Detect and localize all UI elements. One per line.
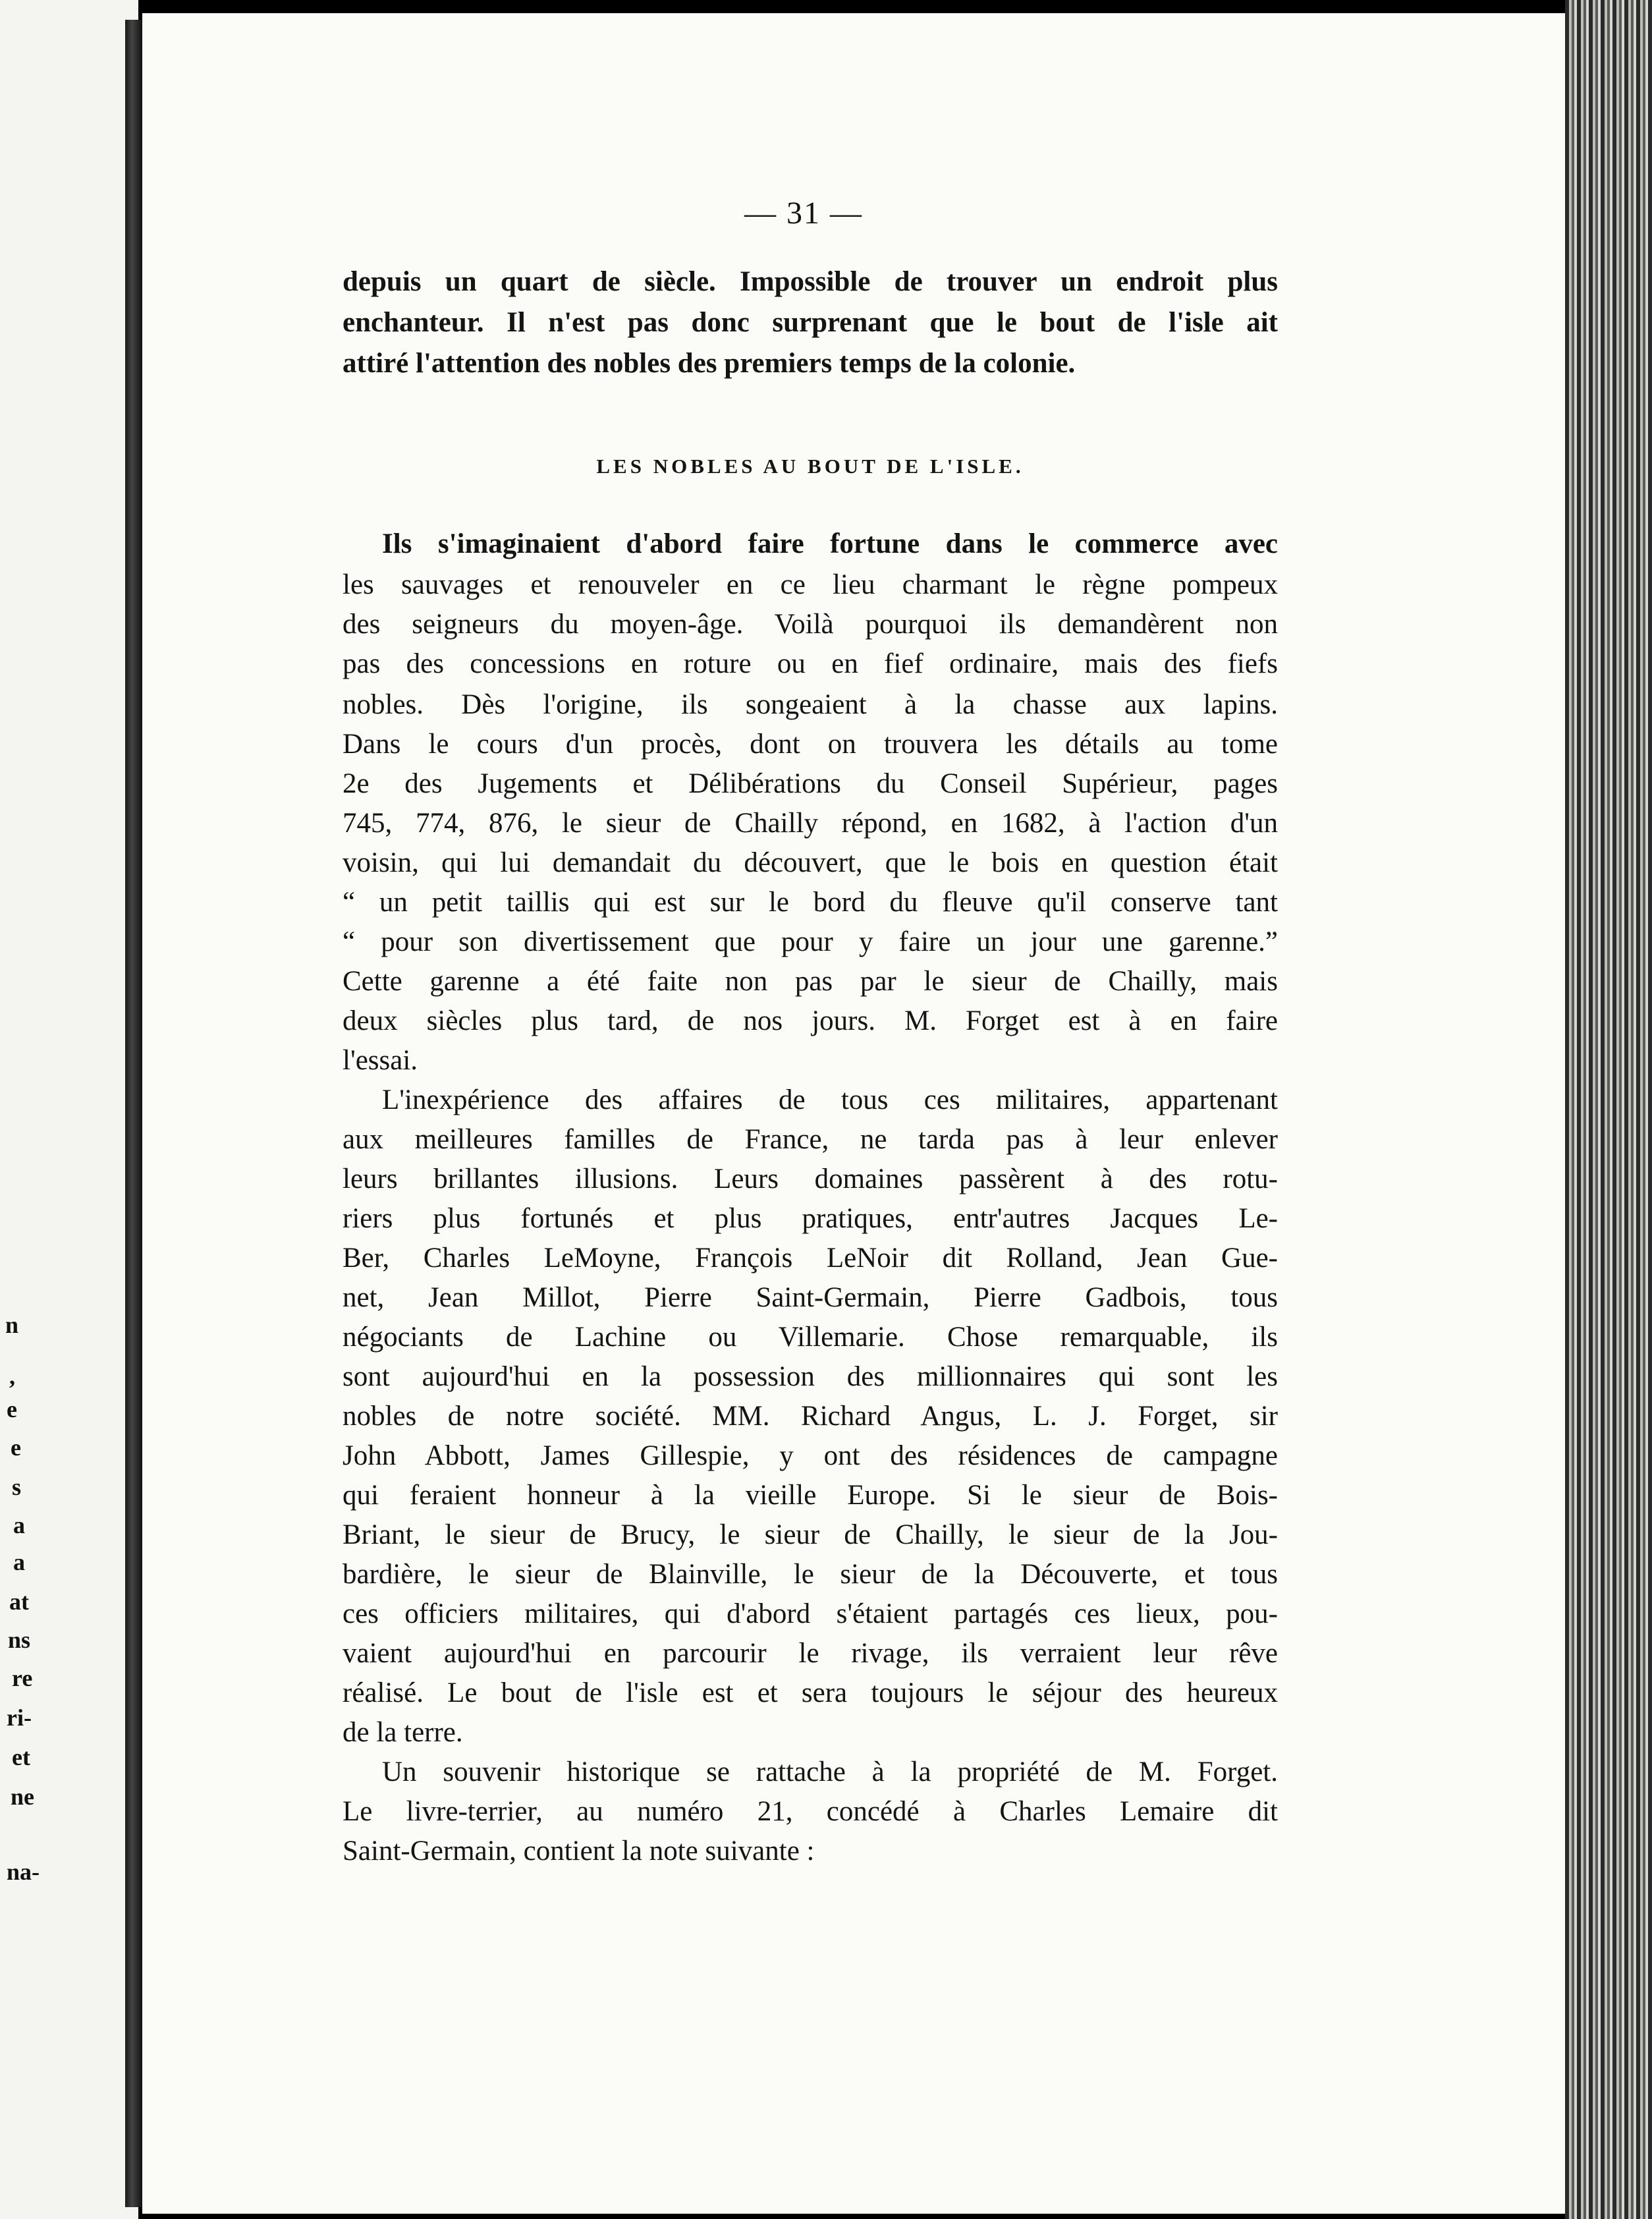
left-page-text: a <box>13 1549 25 1575</box>
text-line: enchanteur. Il n'est pas donc surprenant que le bout de l'isle ait <box>343 307 1278 338</box>
book-gutter <box>125 20 142 2207</box>
text-line: pas des concessions en roture ou en fief ordinaire, mais des fiefs <box>343 648 1278 679</box>
text-line: Ils s'imaginaient d'abord faire fortune dans le commerce avec <box>382 528 1278 559</box>
text-line: sont aujourd'hui en la possession des millionnaires qui sont les <box>343 1361 1278 1392</box>
text-line: Ber, Charles LeMoyne, François LeNoir dit Rolland, Jean Gue- <box>343 1243 1278 1274</box>
text-line: Cette garenne a été faite non pas par le sieur de Chailly, mais <box>343 966 1278 997</box>
text-line: bardière, le sieur de Blainville, le sieur de la Découverte, et tous <box>343 1559 1278 1590</box>
left-page-text: ri- <box>7 1704 32 1731</box>
left-page-text: , <box>9 1363 15 1390</box>
text-line: depuis un quart de siècle. Impossible de trouver un endroit plus <box>343 266 1278 297</box>
text-line: l'essai. <box>343 1045 418 1076</box>
section-heading: LES NOBLES AU BOUT DE L'ISLE. <box>596 455 1024 478</box>
book-page <box>142 13 1565 2214</box>
left-page-text: a <box>13 1512 25 1538</box>
text-line: aux meilleures familles de France, ne tarda pas à leur enlever <box>343 1124 1278 1155</box>
left-page-text: at <box>9 1588 29 1615</box>
text-line: ces officiers militaires, qui d'abord s'étaient partagés ces lieux, pou- <box>343 1598 1278 1629</box>
text-line: net, Jean Millot, Pierre Saint-Germain, Pierre Gadbois, tous <box>343 1282 1278 1313</box>
text-line: voisin, qui lui demandait du découvert, que le bois en question était <box>343 847 1278 878</box>
left-page-text: e <box>11 1434 21 1461</box>
text-line: négociants de Lachine ou Villemarie. Chose remarquable, ils <box>343 1322 1278 1353</box>
text-line: riers plus fortunés et plus pratiques, entr'autres Jacques Le- <box>343 1203 1278 1234</box>
text-line: 2e des Jugements et Délibérations du Conseil Supérieur, pages <box>343 768 1278 799</box>
page-number: — 31 — <box>744 196 863 231</box>
text-line: leurs brillantes illusions. Leurs domaines passèrent à des rotu- <box>343 1164 1278 1194</box>
text-line: 745, 774, 876, le sieur de Chailly répond, en 1682, à l'action d'un <box>343 808 1278 839</box>
left-page-fragment <box>0 0 138 2219</box>
text-line: deux siècles plus tard, de nos jours. M. Forget est à en faire <box>343 1005 1278 1036</box>
text-line: les sauvages et renouveler en ce lieu charmant le règne pompeux <box>343 569 1278 600</box>
text-line: vaient aujourd'hui en parcourir le rivage, ils verraient leur rêve <box>343 1638 1278 1669</box>
text-line: Saint-Germain, contient la note suivante : <box>343 1836 815 1867</box>
text-line: Dans le cours d'un procès, dont on trouvera les détails au tome <box>343 729 1278 760</box>
text-line: attiré l'attention des nobles des premiers temps de la colonie. <box>343 348 1076 379</box>
text-line: de la terre. <box>343 1717 463 1748</box>
left-page-text: ne <box>11 1784 34 1810</box>
text-line: L'inexpérience des affaires de tous ces militaires, appartenant <box>382 1084 1278 1115</box>
text-line: John Abbott, James Gillespie, y ont des résidences de campagne <box>343 1440 1278 1471</box>
text-line: Un souvenir historique se rattache à la propriété de M. Forget. <box>382 1756 1278 1787</box>
text-line: “ pour son divertissement que pour y faire un jour une garenne.” <box>343 926 1278 957</box>
text-line: qui feraient honneur à la vieille Europe. Si le sieur de Bois- <box>343 1480 1278 1511</box>
text-line: nobles de notre société. MM. Richard Angus, L. J. Forget, sir <box>343 1401 1278 1432</box>
left-page-text: e <box>7 1396 17 1422</box>
left-page-text: ns <box>8 1627 31 1653</box>
page-stack-edge <box>1565 0 1652 2219</box>
text-line: Briant, le sieur de Brucy, le sieur de Chailly, le sieur de la Jou- <box>343 1519 1278 1550</box>
left-page-text: re <box>12 1665 33 1691</box>
text-line: des seigneurs du moyen-âge. Voilà pourquoi ils demandèrent non <box>343 609 1278 640</box>
left-page-text: n <box>5 1312 19 1338</box>
text-line: “ un petit taillis qui est sur le bord du fleuve qu'il conserve tant <box>343 887 1278 918</box>
text-line: Le livre-terrier, au numéro 21, concédé à Charles Lemaire dit <box>343 1796 1278 1827</box>
text-line: nobles. Dès l'origine, ils songeaient à la chasse aux lapins. <box>343 689 1278 720</box>
left-page-text: et <box>12 1744 30 1770</box>
text-line: réalisé. Le bout de l'isle est et sera toujours le séjour des heureux <box>343 1677 1278 1708</box>
left-page-text: s <box>12 1474 22 1500</box>
left-page-text: na- <box>7 1859 40 1885</box>
